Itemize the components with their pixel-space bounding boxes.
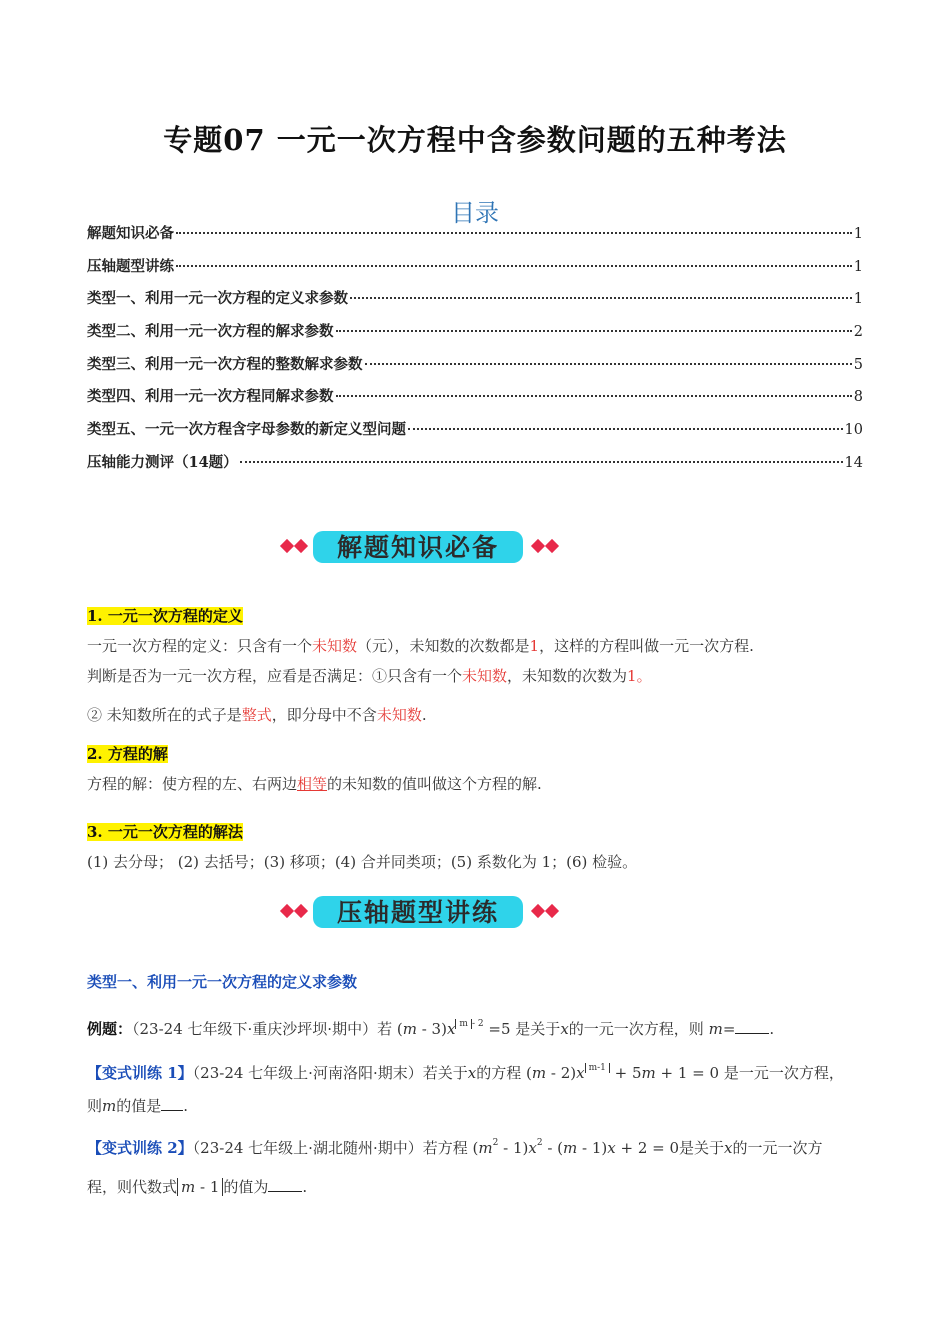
- variant-problem-1: 【变式训练 1】（23-24 七年级上·河南洛阳·期末）若关于x的方程 (m - 2)x $^{m-1}$ + 5m + 1 = 0 是一元一次方程，: [87, 1063, 844, 1082]
- toc-entry[interactable]: [87, 353, 863, 386]
- toc-leader: [350, 297, 852, 299]
- toc-entry-label: 类型二、利用一元一次方程的解求参数: [87, 323, 334, 341]
- toc-entry[interactable]: [87, 385, 863, 418]
- section-banner-knowledge: [276, 525, 566, 575]
- variant-problem-2: 【变式训练 2】（23-24 七年级上·湖北随州·期中）若方程 $(m^2 - 1)x^2 - (m - 1)x + 2 = 0$是关于x的一元一次方: [87, 1138, 823, 1157]
- example-problem: 例题：（23-24 七年级下·重庆沙坪坝·期中）若 (m - 3)x $^{m - 2}$ =5 是关于x的一元一次方程，则 m= .: [87, 1019, 775, 1038]
- toc-entry-page: 8: [853, 389, 863, 406]
- variant-problem-1-line2: 则m的值是 .: [87, 1097, 189, 1115]
- type-heading: 类型一、利用一元一次方程的定义求参数: [87, 973, 358, 991]
- section-banner-practice: [276, 890, 566, 940]
- diamond-icon: [531, 904, 545, 918]
- paragraph: 一元一次方程的定义：只含有一个未知数（元），未知数的次数都是1，这样的方程叫做一元一次方程.: [87, 637, 754, 655]
- table-of-contents: [87, 222, 863, 484]
- toc-entry[interactable]: [87, 287, 863, 320]
- paragraph: (1) 去分母； (2) 去括号；(3) 移项；(4) 合并同类项；(5) 系数化为 1；(6) 检验。: [87, 853, 638, 871]
- diamond-icon: [545, 539, 559, 553]
- answer-blank[interactable]: [735, 1021, 769, 1034]
- section-heading: 3. 一元一次方程的解法: [87, 823, 243, 841]
- toc-entry-page: 14: [844, 454, 863, 471]
- paragraph: 判断是否为一元一次方程，应看是否满足：①只含有一个未知数，未知数的次数为1。: [87, 667, 652, 685]
- diamond-icon: [280, 539, 294, 553]
- toc-heading: 目录: [451, 199, 499, 227]
- toc-entry-page: 1: [853, 226, 863, 242]
- toc-entry-label: 解题知识必备: [87, 225, 174, 242]
- banner-label: 压轴题型讲练: [336, 898, 499, 927]
- toc-entry[interactable]: [87, 320, 863, 353]
- diamond-icon: [294, 904, 308, 918]
- toc-leader: [336, 330, 852, 332]
- toc-entry-label: 类型四、利用一元一次方程同解求参数: [87, 388, 334, 406]
- toc-entry-page: 1: [853, 258, 863, 275]
- toc-entry-label: 压轴题型讲练: [87, 257, 174, 275]
- toc-entry-label: 类型三、利用一元一次方程的整数解求参数: [87, 355, 363, 373]
- toc-entry[interactable]: [87, 222, 863, 255]
- equation: $(m^2 - 1)x^2 - (m - 1)x + 2 = 0$: [472, 1138, 680, 1157]
- toc-entry-page: 10: [844, 422, 863, 439]
- section-heading: 2. 方程的解: [87, 745, 168, 763]
- equation: (m - 2)x $^{m-1}$ + 5m + 1 = 0: [526, 1063, 720, 1082]
- toc-entry-page: 2: [853, 324, 863, 341]
- equation: (m - 3)x $^{m - 2}$ =5: [396, 1019, 511, 1038]
- page-title: 专题07 一元一次方程中含参数问题的五种考法: [163, 123, 787, 157]
- diamond-icon: [545, 904, 559, 918]
- variant-problem-2-line2: 程，则代数式 m - 1 的值为 .: [87, 1178, 308, 1196]
- paragraph: ② 未知数所在的式子是整式，即分母中不含未知数.: [87, 706, 427, 724]
- toc-entry[interactable]: [87, 255, 863, 288]
- toc-leader: [365, 363, 852, 365]
- toc-entry-label: 类型一、利用一元一次方程的定义求参数: [87, 290, 348, 308]
- toc-entry-label: 类型五、一元一次方程含字母参数的新定义型问题: [87, 421, 406, 439]
- toc-leader: [408, 428, 843, 430]
- toc-entry[interactable]: [87, 451, 863, 484]
- section-heading: 1. 一元一次方程的定义: [87, 607, 243, 625]
- toc-entry-label: 压轴能力测评（14题）: [87, 453, 238, 471]
- absolute-value-expression: m - 1: [177, 1178, 223, 1196]
- diamond-icon: [531, 539, 545, 553]
- toc-leader: [176, 265, 852, 267]
- toc-leader: [176, 232, 852, 234]
- toc-leader: [336, 395, 852, 397]
- answer-blank[interactable]: [161, 1098, 183, 1111]
- diamond-icon: [294, 539, 308, 553]
- toc-entry-page: 5: [853, 356, 863, 373]
- toc-entry-page: 1: [853, 291, 863, 308]
- answer-blank[interactable]: [268, 1179, 302, 1192]
- toc-leader: [240, 461, 843, 463]
- toc-entry[interactable]: [87, 418, 863, 451]
- diamond-icon: [280, 904, 294, 918]
- banner-label: 解题知识必备: [336, 533, 499, 562]
- paragraph: 方程的解：使方程的左、右两边相等的未知数的值叫做这个方程的解.: [87, 775, 542, 793]
